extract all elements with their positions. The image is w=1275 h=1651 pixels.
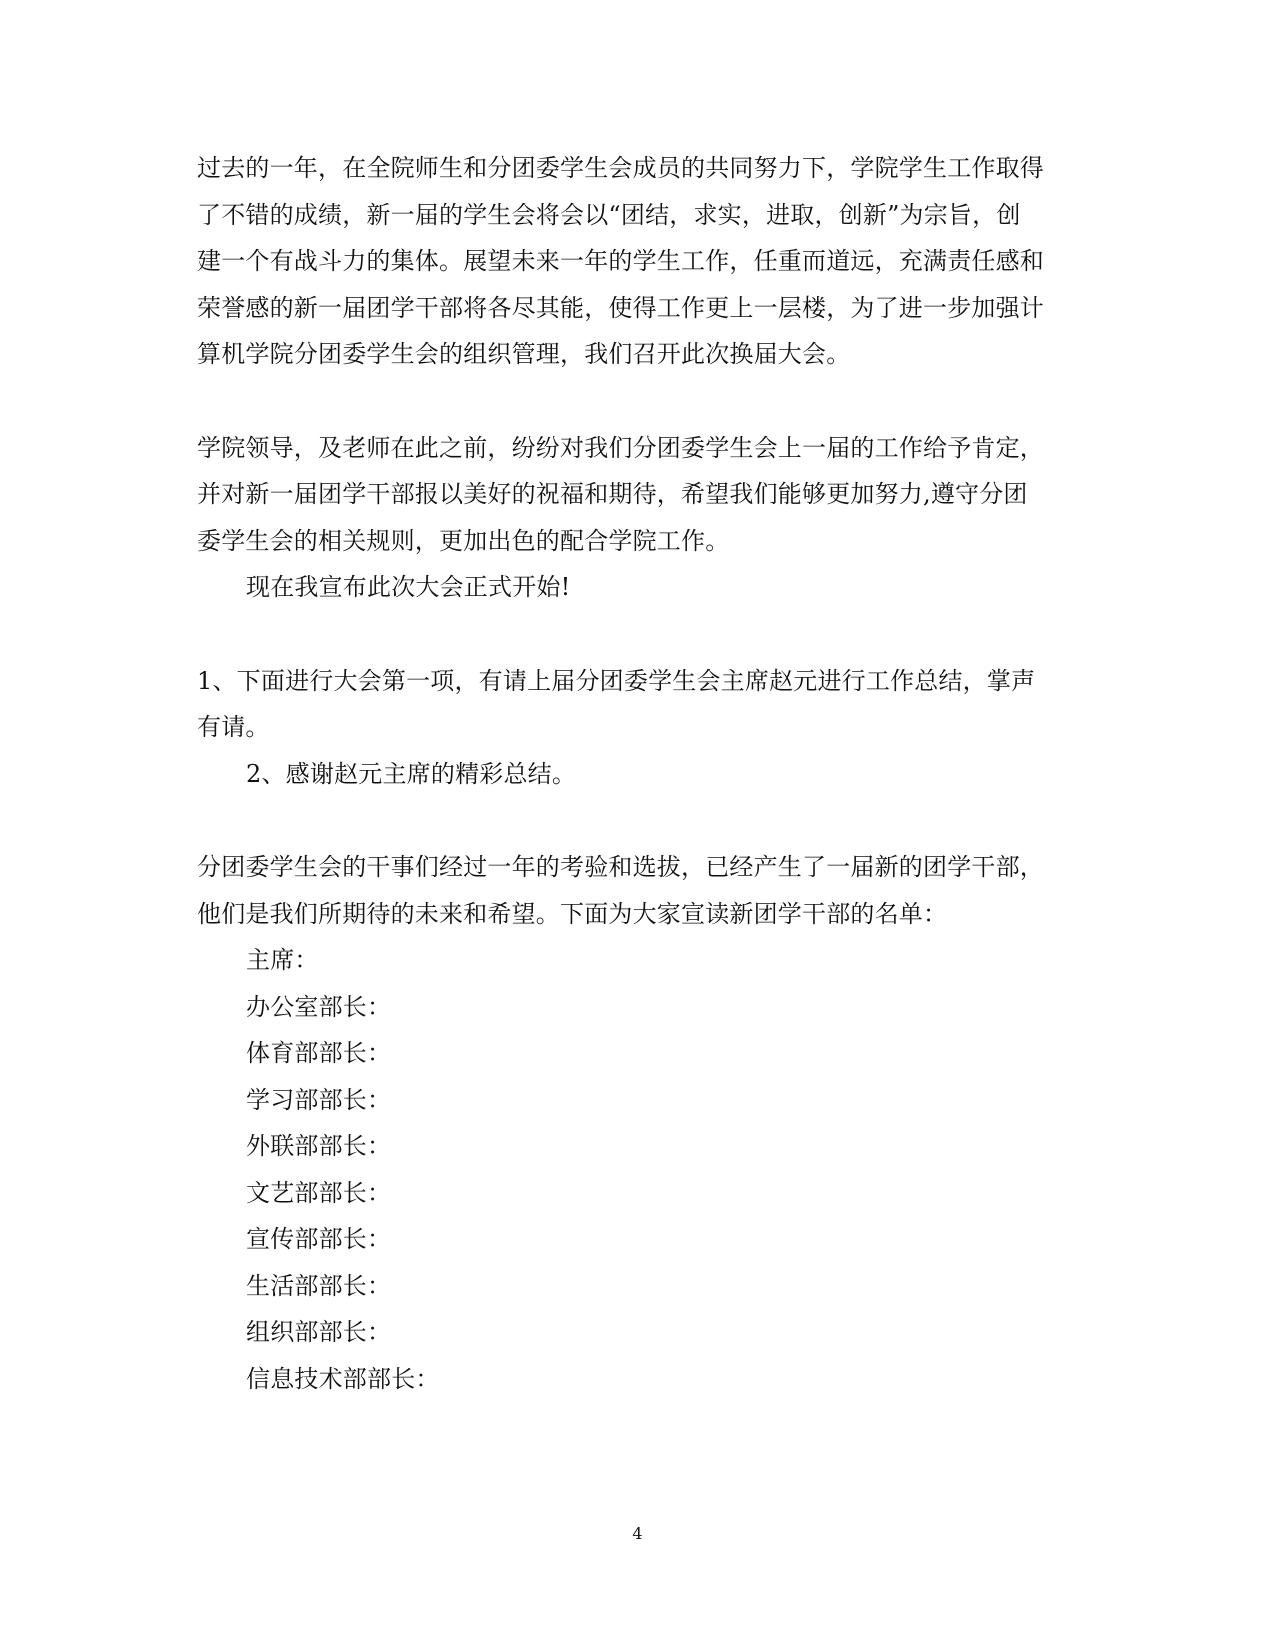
opening-announcement: 现在我宣布此次大会正式开始!	[246, 573, 571, 601]
paragraph-1-line-4: 荣誉感的新一届团学干部将各尽其能，使得工作更上一层楼，为了进一步加强计	[197, 294, 1044, 322]
roster-item-life: 生活部部长：	[246, 1272, 392, 1300]
roster-item-arts: 文艺部部长：	[246, 1179, 392, 1207]
roster-item-publicity: 宣传部部长：	[246, 1225, 392, 1253]
agenda-item-1-line-2: 有请。	[197, 713, 270, 741]
paragraph-1-line-3: 建一个有战斗力的集体。展望未来一年的学生工作，任重而道远，充满责任感和	[197, 247, 1044, 275]
roster-item-sports: 体育部部长：	[246, 1039, 392, 1067]
agenda-item-2: 2、感谢赵元主席的精彩总结。	[246, 760, 577, 788]
page-number: 4	[632, 1524, 643, 1543]
roster-item-organization: 组织部部长：	[246, 1318, 392, 1346]
paragraph-1-line-5: 算机学院分团委学生会的组织管理，我们召开此次换届大会。	[197, 340, 851, 368]
paragraph-2-line-1: 学院领导，及老师在此之前，纷纷对我们分团委学生会上一届的工作给予肯定，	[197, 434, 1044, 462]
paragraph-6-line-2: 他们是我们所期待的未来和希望。下面为大家宣读新团学干部的名单：	[197, 900, 948, 928]
paragraph-6-line-1: 分团委学生会的干事们经过一年的考验和选拔，已经产生了一届新的团学干部，	[197, 853, 1044, 881]
paragraph-2-line-2: 并对新一届团学干部报以美好的祝福和期待，希望我们能够更加努力,遵守分团	[197, 480, 1028, 508]
agenda-item-1-line-1: 1、下面进行大会第一项，有请上届分团委学生会主席赵元进行工作总结，掌声	[197, 667, 1036, 695]
roster-item-it: 信息技术部部长：	[246, 1365, 440, 1393]
roster-item-office: 办公室部长：	[246, 993, 392, 1021]
paragraph-2-line-3: 委学生会的相关规则，更加出色的配合学院工作。	[197, 527, 730, 555]
paragraph-1-line-2: 了不错的成绩，新一届的学生会将会以“团结，求实，进取，创新”为宗旨，创	[197, 201, 1021, 229]
paragraph-1-line-1: 过去的一年，在全院师生和分团委学生会成员的共同努力下，学院学生工作取得	[197, 154, 1044, 182]
roster-item-chairman: 主席：	[246, 946, 319, 974]
roster-item-external-relations: 外联部部长：	[246, 1132, 392, 1160]
roster-item-study: 学习部部长：	[246, 1086, 392, 1114]
